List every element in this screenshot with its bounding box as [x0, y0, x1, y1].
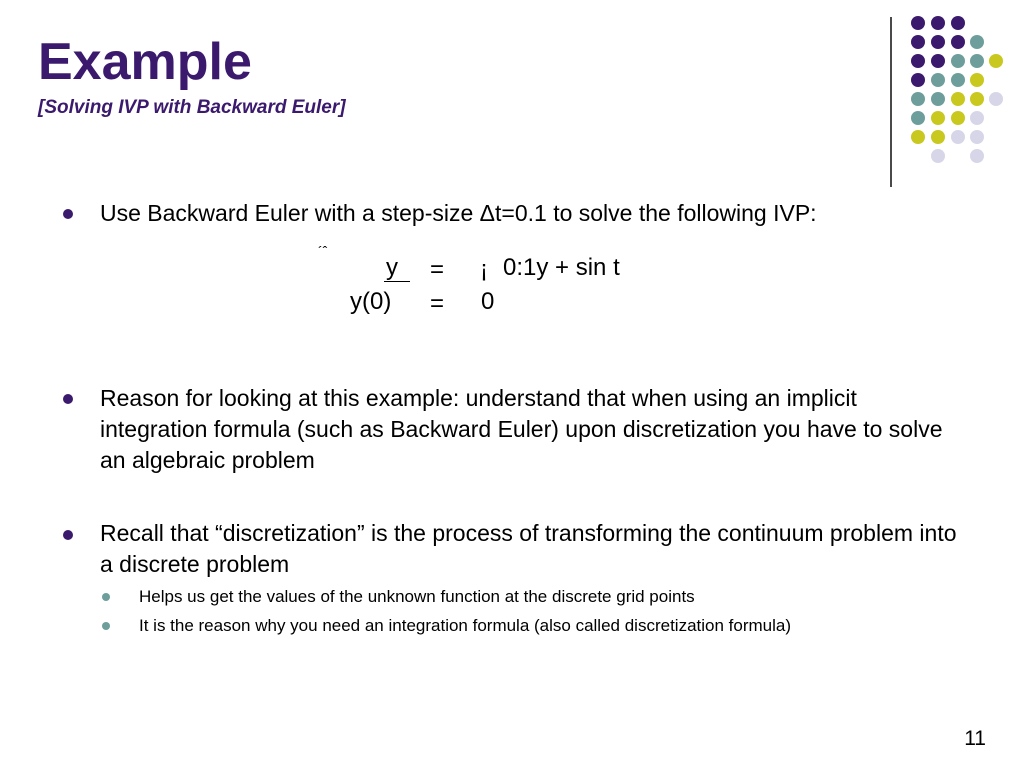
dot — [911, 111, 925, 125]
dot — [931, 130, 945, 144]
dot — [911, 35, 925, 49]
dot — [970, 92, 984, 106]
dot — [989, 92, 1003, 106]
dot — [989, 54, 1003, 68]
dot — [931, 54, 945, 68]
page-number: 11 — [964, 727, 986, 750]
equation-row1-equals: = — [430, 256, 445, 283]
equation-row1-lhs: y — [386, 254, 398, 281]
dot — [951, 130, 965, 144]
dot — [951, 35, 965, 49]
equation-row2-equals: = — [430, 290, 445, 317]
dot — [911, 54, 925, 68]
equation-row1-symbol: ¡ — [480, 256, 488, 283]
equation-row1-rhs: 0:1y + sin t — [503, 254, 620, 281]
slide-subtitle: [Solving IVP with Backward Euler] — [38, 97, 346, 118]
dot — [970, 73, 984, 87]
dot — [951, 92, 965, 106]
dot — [951, 54, 965, 68]
dot — [931, 92, 945, 106]
fraction-bar — [384, 281, 410, 282]
dot — [970, 111, 984, 125]
bullet-text: Recall that “discretization” is the process of transforming the continuum problem into a discrete problem — [100, 520, 957, 577]
bullet-text: Reason for looking at this example: understand that when using an implicit integration formula (such as Backward Euler) upon discretization you have to solve an algebraic problem — [100, 385, 943, 473]
dot — [951, 73, 965, 87]
equation-glyphs: ´ˆ — [318, 243, 328, 259]
equation-row2-rhs: 0 — [481, 288, 495, 315]
dot — [931, 35, 945, 49]
dot — [911, 73, 925, 87]
bullet-marker — [63, 530, 73, 540]
sub-bullet-text: Helps us get the values of the unknown function at the discrete grid points — [139, 587, 695, 606]
dot — [951, 111, 965, 125]
dot — [951, 16, 965, 30]
dot — [911, 92, 925, 106]
sub-bullet-marker — [102, 622, 110, 630]
dot — [931, 149, 945, 163]
dot — [911, 16, 925, 30]
dot — [970, 130, 984, 144]
dot — [931, 111, 945, 125]
vertical-divider — [890, 17, 892, 187]
sub-bullet-text: It is the reason why you need an integration formula (also called discretization formula) — [139, 616, 792, 635]
dot — [970, 149, 984, 163]
dot — [911, 130, 925, 144]
sub-bullet-marker — [102, 593, 110, 601]
bullet-text: Use Backward Euler with a step-size Δt=0.1 to solve the following IVP: — [100, 200, 817, 226]
equation-row2-lhs: y(0) — [350, 288, 392, 315]
dot — [931, 16, 945, 30]
bullet-marker — [63, 394, 73, 404]
dot — [970, 54, 984, 68]
dot — [970, 35, 984, 49]
slide-title: Example — [38, 33, 252, 91]
dot — [931, 73, 945, 87]
bullet-marker — [63, 209, 73, 219]
